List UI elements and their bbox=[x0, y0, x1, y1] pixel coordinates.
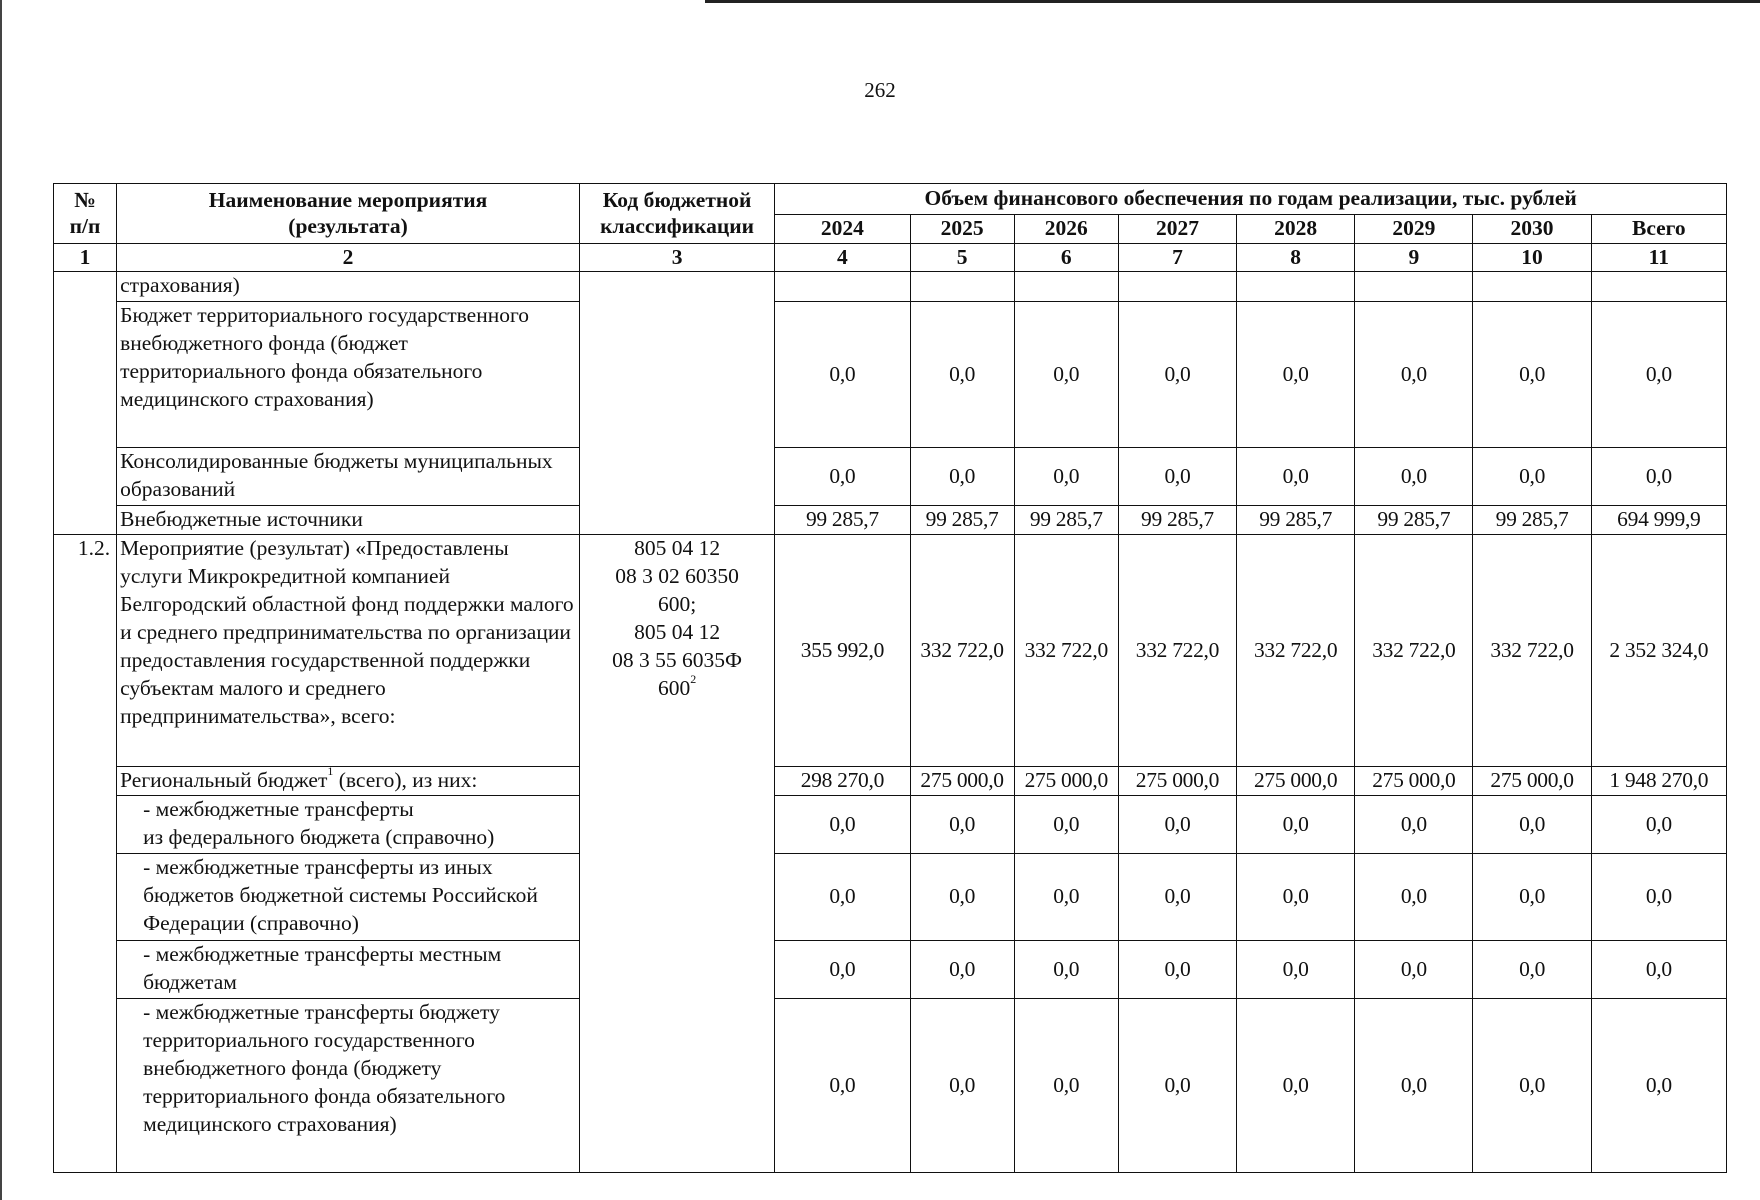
column-number: 11 bbox=[1591, 244, 1726, 272]
value-cell: 0,0 bbox=[910, 999, 1014, 1173]
left-border-line bbox=[0, 0, 2, 1200]
header-code: Код бюджетной классификации bbox=[579, 184, 774, 244]
header-num: № п/п bbox=[54, 184, 117, 244]
row-name: Внебюджетные источники bbox=[117, 506, 580, 535]
value-cell: 0,0 bbox=[1591, 941, 1726, 999]
row-code-empty bbox=[579, 272, 774, 535]
value-cell bbox=[1014, 272, 1118, 302]
value-cell: 332 722,0 bbox=[1355, 535, 1473, 767]
value-cell: 2 352 324,0 bbox=[1591, 535, 1726, 767]
value-cell: 0,0 bbox=[1591, 302, 1726, 448]
header-total: Всего bbox=[1591, 215, 1726, 244]
value-cell: 0,0 bbox=[1355, 854, 1473, 941]
value-cell: 0,0 bbox=[1473, 796, 1591, 854]
row-name: - межбюджетные трансферты из федерального бюджета (справочно) bbox=[117, 796, 580, 854]
value-cell: 99 285,7 bbox=[775, 506, 910, 535]
value-cell: 0,0 bbox=[910, 941, 1014, 999]
value-cell bbox=[1473, 272, 1591, 302]
value-cell: 332 722,0 bbox=[1014, 535, 1118, 767]
header-name: Наименование мероприятия (результата) bbox=[117, 184, 580, 244]
row-name: - межбюджетные трансферты из иных бюджетов бюджетной системы Российской Федерации (справочно) bbox=[117, 854, 580, 941]
value-cell: 275 000,0 bbox=[1473, 767, 1591, 796]
value-cell: 275 000,0 bbox=[1014, 767, 1118, 796]
value-cell bbox=[1355, 272, 1473, 302]
code-line: 08 3 02 60350 bbox=[615, 563, 739, 588]
value-cell: 0,0 bbox=[775, 448, 910, 506]
budget-table bbox=[53, 183, 1727, 1173]
value-cell: 275 000,0 bbox=[1355, 767, 1473, 796]
value-cell: 0,0 bbox=[1473, 854, 1591, 941]
column-number: 2 bbox=[117, 244, 580, 272]
column-number: 5 bbox=[910, 244, 1014, 272]
value-cell bbox=[910, 272, 1014, 302]
value-cell: 0,0 bbox=[1355, 941, 1473, 999]
value-cell: 0,0 bbox=[1237, 854, 1355, 941]
value-cell: 332 722,0 bbox=[910, 535, 1014, 767]
item-name: Мероприятие (результат) «Предоставлены услуги Микрокредитной компанией Белгородский областной фонд поддержки малого и среднего предпринимательства по организации предоставления государственной поддержки субъектам малого и среднего предпринимательства», всего: bbox=[117, 535, 580, 767]
code-line: 805 04 12 bbox=[634, 619, 721, 644]
value-cell: 99 285,7 bbox=[1355, 506, 1473, 535]
value-cell: 0,0 bbox=[910, 448, 1014, 506]
column-number: 9 bbox=[1355, 244, 1473, 272]
row-name: Бюджет территориального государственного внебюджетного фонда (бюджет территориального фонда обязательного медицинского страхования) bbox=[117, 302, 580, 448]
value-cell: 0,0 bbox=[1014, 796, 1118, 854]
value-cell: 0,0 bbox=[1118, 302, 1236, 448]
value-cell: 0,0 bbox=[1237, 999, 1355, 1173]
code-line: $600^2$ bbox=[657, 671, 697, 700]
table-row bbox=[54, 999, 1727, 1173]
header-year: 2024 bbox=[775, 215, 910, 244]
table-row bbox=[54, 796, 1727, 854]
column-number: 6 bbox=[1014, 244, 1118, 272]
value-cell: 0,0 bbox=[1591, 796, 1726, 854]
value-cell: 99 285,7 bbox=[1118, 506, 1236, 535]
value-cell: 298 270,0 bbox=[775, 767, 910, 796]
value-cell: 99 285,7 bbox=[1237, 506, 1355, 535]
column-number: 10 bbox=[1473, 244, 1591, 272]
value-cell: 332 722,0 bbox=[1237, 535, 1355, 767]
value-cell bbox=[1237, 272, 1355, 302]
value-cell: 0,0 bbox=[910, 796, 1014, 854]
row-num-empty bbox=[54, 272, 117, 535]
column-number: 7 bbox=[1118, 244, 1236, 272]
table-row bbox=[54, 506, 1727, 535]
item-number: 1.2. bbox=[54, 535, 117, 1173]
column-number: 1 bbox=[54, 244, 117, 272]
header-year: 2027 bbox=[1118, 215, 1236, 244]
value-cell: 275 000,0 bbox=[1118, 767, 1236, 796]
value-cell: 332 722,0 bbox=[1473, 535, 1591, 767]
value-cell: 0,0 bbox=[1118, 999, 1236, 1173]
code-line: 08 3 55 6035Ф bbox=[612, 647, 743, 672]
header-year: 2028 bbox=[1237, 215, 1355, 244]
value-cell: 275 000,0 bbox=[910, 767, 1014, 796]
table-row bbox=[54, 448, 1727, 506]
page-number: 262 bbox=[864, 78, 896, 102]
value-cell: 0,0 bbox=[1014, 941, 1118, 999]
value-cell: 0,0 bbox=[775, 941, 910, 999]
value-cell: 0,0 bbox=[1237, 941, 1355, 999]
row-name: Региональный бюджет$^1$ (всего), из них: bbox=[117, 767, 580, 796]
value-cell: 0,0 bbox=[1118, 448, 1236, 506]
value-cell: 0,0 bbox=[1014, 448, 1118, 506]
code-line: 805 04 12 bbox=[634, 536, 721, 560]
value-cell: 0,0 bbox=[1118, 796, 1236, 854]
value-cell: 0,0 bbox=[910, 854, 1014, 941]
value-cell: 275 000,0 bbox=[1237, 767, 1355, 796]
column-number: 8 bbox=[1237, 244, 1355, 272]
value-cell: 0,0 bbox=[1591, 448, 1726, 506]
value-cell: 99 285,7 bbox=[1014, 506, 1118, 535]
value-cell: 0,0 bbox=[1014, 854, 1118, 941]
value-cell: 0,0 bbox=[1473, 302, 1591, 448]
code-line: 600; bbox=[657, 591, 697, 616]
value-cell: 0,0 bbox=[1355, 302, 1473, 448]
value-cell: 0,0 bbox=[1591, 999, 1726, 1173]
header-volume: Объем финансового обеспечения по годам реализации, тыс. рублей bbox=[775, 184, 1727, 215]
value-cell: 0,0 bbox=[1237, 448, 1355, 506]
table-row bbox=[54, 302, 1727, 448]
value-cell: 694 999,9 bbox=[1591, 506, 1726, 535]
value-cell: 355 992,0 bbox=[775, 535, 910, 767]
value-cell: 0,0 bbox=[1473, 941, 1591, 999]
top-border-line bbox=[705, 0, 1760, 3]
value-cell: 0,0 bbox=[1591, 854, 1726, 941]
column-number: 4 bbox=[775, 244, 910, 272]
value-cell: 0,0 bbox=[1118, 854, 1236, 941]
value-cell: 0,0 bbox=[1473, 448, 1591, 506]
value-cell: 99 285,7 bbox=[1473, 506, 1591, 535]
value-cell: 332 722,0 bbox=[1118, 535, 1236, 767]
value-cell: 0,0 bbox=[1237, 796, 1355, 854]
column-number: 3 bbox=[579, 244, 774, 272]
table-row bbox=[54, 272, 1727, 302]
table-row bbox=[54, 854, 1727, 941]
value-cell: 0,0 bbox=[775, 854, 910, 941]
budget-code bbox=[579, 535, 774, 1173]
value-cell: 0,0 bbox=[775, 302, 910, 448]
value-cell: 0,0 bbox=[1355, 448, 1473, 506]
row-name: Консолидированные бюджеты муниципальных образований bbox=[117, 448, 580, 506]
value-cell: 0,0 bbox=[1355, 999, 1473, 1173]
value-cell: 0,0 bbox=[1014, 999, 1118, 1173]
header-year: 2030 bbox=[1473, 215, 1591, 244]
table-row bbox=[54, 941, 1727, 999]
value-cell: 0,0 bbox=[1014, 302, 1118, 448]
footnote-marker: 2 bbox=[690, 671, 697, 686]
value-cell: 1 948 270,0 bbox=[1591, 767, 1726, 796]
table-row bbox=[54, 767, 1727, 796]
value-cell: 99 285,7 bbox=[910, 506, 1014, 535]
value-cell: 0,0 bbox=[1355, 796, 1473, 854]
row-name: - межбюджетные трансферты местным бюджетам bbox=[117, 941, 580, 999]
footnote-marker: 1 bbox=[327, 764, 334, 778]
value-cell bbox=[775, 272, 910, 302]
value-cell: 0,0 bbox=[1473, 999, 1591, 1173]
header-year: 2025 bbox=[910, 215, 1014, 244]
value-cell: 0,0 bbox=[1118, 941, 1236, 999]
header-year: 2029 bbox=[1355, 215, 1473, 244]
value-cell: 0,0 bbox=[775, 796, 910, 854]
value-cell bbox=[1591, 272, 1726, 302]
row-name: страхования) bbox=[117, 272, 580, 302]
row-name: - межбюджетные трансферты бюджету территориального государственного внебюджетного фонда (бюджету территориального фонда обязательного медицинского страхования) bbox=[117, 999, 580, 1173]
value-cell bbox=[1118, 272, 1236, 302]
value-cell: 0,0 bbox=[910, 302, 1014, 448]
value-cell: 0,0 bbox=[775, 999, 910, 1173]
table-row bbox=[54, 535, 1727, 767]
value-cell: 0,0 bbox=[1237, 302, 1355, 448]
header-year: 2026 bbox=[1014, 215, 1118, 244]
